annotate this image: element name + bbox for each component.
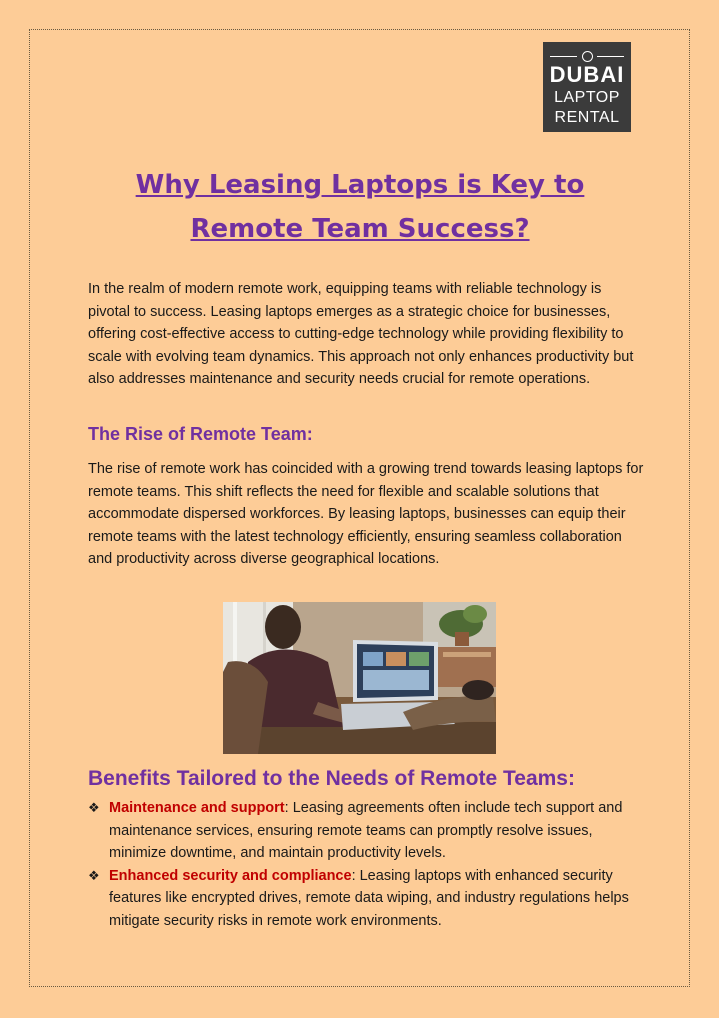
benefit-separator: :	[351, 867, 356, 884]
page-title-line-1: Why Leasing Laptops is Key to	[135, 170, 585, 200]
section-heading-rise: The Rise of Remote Team:	[88, 424, 313, 444]
logo-word-laptop: LAPTOP	[554, 89, 620, 106]
remote-worker-photo	[223, 602, 496, 754]
list-item	[88, 797, 648, 865]
diamond-bullet-icon: ❖	[88, 867, 100, 883]
benefits-list	[88, 797, 648, 932]
laptop-icon	[550, 51, 624, 61]
section-heading-benefits: Benefits Tailored to the Needs of Remote Teams:	[88, 767, 575, 790]
page-title-line-2: Remote Team Success?	[190, 214, 530, 244]
rise-paragraph: The rise of remote work has coincided with a growing trend towards leasing laptops for remote teams. This shift reflects the need for flexible and scalable solutions that accommodate dispersed workforces. By leasing laptops, businesses can equip their remote teams with the latest technology efficiently, ensuring seamless collaboration and productivity across diverse geographical locations.	[88, 461, 644, 567]
list-item	[88, 865, 648, 933]
intro-paragraph: In the realm of modern remote work, equipping teams with reliable technology is pivotal to success. Leasing laptops emerges as a strategic choice for businesses, offering cost-effective access to cutting-edge technology while providing flexibility to scale with evolving team dynamics. This approach not only enhances productivity but also addresses maintenance and security needs crucial for remote operations.	[88, 281, 634, 387]
benefit-text: Leasing laptops with enhanced security features like encrypted drives, remote data wiping, and industry regulations helps mitigate security risks in remote work environments.	[109, 867, 629, 929]
dubai-laptop-rental-logo	[543, 42, 631, 132]
logo-word-dubai: DUBAI	[549, 62, 625, 87]
benefit-separator: :	[284, 800, 289, 816]
diamond-bullet-icon: ❖	[88, 800, 100, 815]
benefit-term: Maintenance and support	[109, 800, 285, 816]
logo-word-rental: RENTAL	[554, 109, 620, 126]
benefit-term: Enhanced security and compliance	[109, 867, 352, 884]
benefit-text: Leasing agreements often include tech support and maintenance services, ensuring remote teams can promptly resolve issues, minimize downtime, and maintain productivity levels.	[109, 800, 623, 861]
